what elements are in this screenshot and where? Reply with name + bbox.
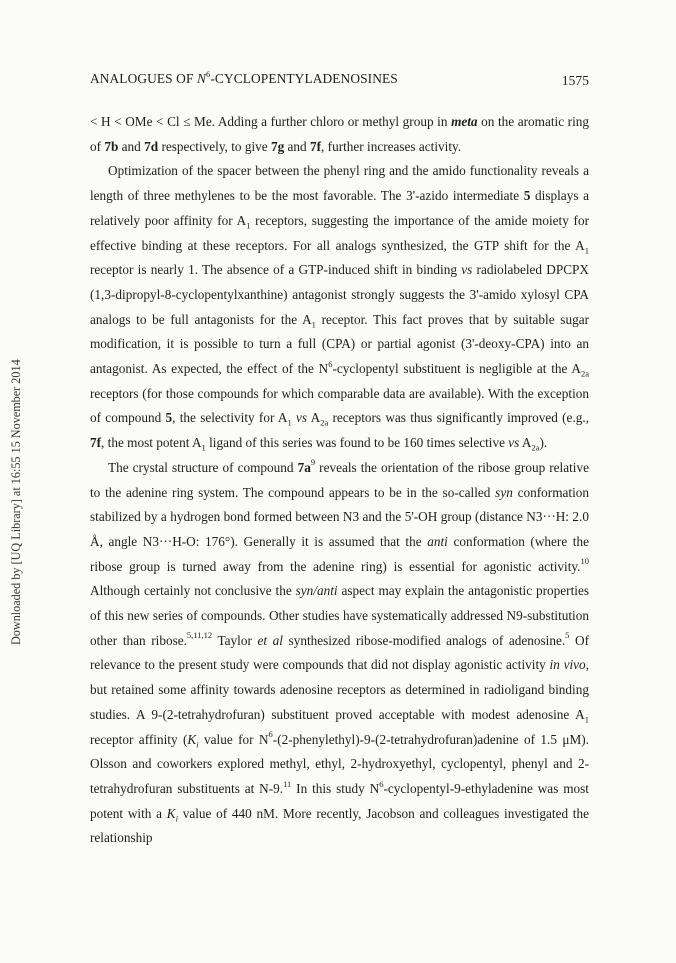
paragraph: < H < OMe < Cl ≤ Me. Adding a further chloro or methyl group in meta on the aromatic ring of 7b and 7d respectively, to give 7g and 7f, further increases activity.: [90, 114, 589, 154]
download-watermark: Downloaded by [UQ Library] at 16:55 15 November 2014: [9, 359, 23, 645]
paragraph: The crystal structure of compound $7a^9$ reveals the orientation of the ribose group relative to the adenine ring system. The compound appears to be in the so-called syn conformation stabilized by a hydrogen bond formed between N3 and the 5'-OH group (distance N3···H: 2.0 Å, angle N3···H-O: 176°). Generally it is assumed that the anti conformation (where the ribose group is turned away from the adenine ring) is essential for agonistic activity.$^{10}$ Although certainly not conclusive the syn/anti aspect may explain the antagonistic properties of this new series of compounds. Other studies have systematically addressed N9-substitution other than ribose.$^{5,11,12}$ Taylor et al synthesized ribose-modified analogs of adenosine.$^5$ Of relevance to the present study were compounds that did not display agonistic activity in vivo, but retained some affinity towards adenosine receptors as determined in radioligand binding studies. A 9-(2-tetrahydrofuran) substituent proved acceptable with modest adenosine $A_1$ receptor affinity ($K_i$ value for $N^6-(2-phenylethyl)-9-(2-tetrahydrofuran)adenine$ of 1.5 μM). Olsson and coworkers explored methyl, ethyl, 2-hydroxyethyl, cyclopentyl, phenyl and 2-tetrahydrofuran substituents at N-9.11 In this study $N^6-cyclopentyl-9$-ethyladenine was most potent with a $K_i$ value of 440 nM. More recently, Jacobson and colleagues investigated the relationship: [90, 457, 590, 846]
body-text: [90, 110, 589, 851]
page-number: 1575: [561, 73, 589, 88]
paragraph: Optimization of the spacer between the phenyl ring and the amido functionality reveals a length of three methylenes to be the most favorable. The 3'-azido intermediate 5 displays a relatively poor affinity for $A_1$ receptors, suggesting the importance of the amide moiety for effective binding at these receptors. For all analogs synthesized, the GTP shift for the $A_1$ receptor is nearly 1. The absence of a GTP-induced shift in binding vs radiolabeled DPCPX (1,3-dipropyl-8-cyclopentylxanthine) antagonist strongly suggests the 3'-amido xylosyl CPA analogs to be full antagonists for the $A_1$ receptor. This fact proves that by suitable sugar modification, it is possible to turn a full (CPA) or partial agonist (3'-deoxy-CPA) into an antagonist. As expected, the effect of the $N^6$-cyclopentyl substituent is negligible at the $A_{2a}$ receptors (for those compounds for which comparable data are available). With the exception of compound 5, the selectivity for $A_1$ vs $A_{2a}$ receptors was thus significantly improved (e.g., 7f, the most potent $A_1$ ligand of this series was found to be 160 times selective vs $A_{2a}$).: [90, 163, 590, 453]
running-title: ANALOGUES OF $N^6$-CYCLOPENTYLADENOSINES: [90, 68, 398, 86]
